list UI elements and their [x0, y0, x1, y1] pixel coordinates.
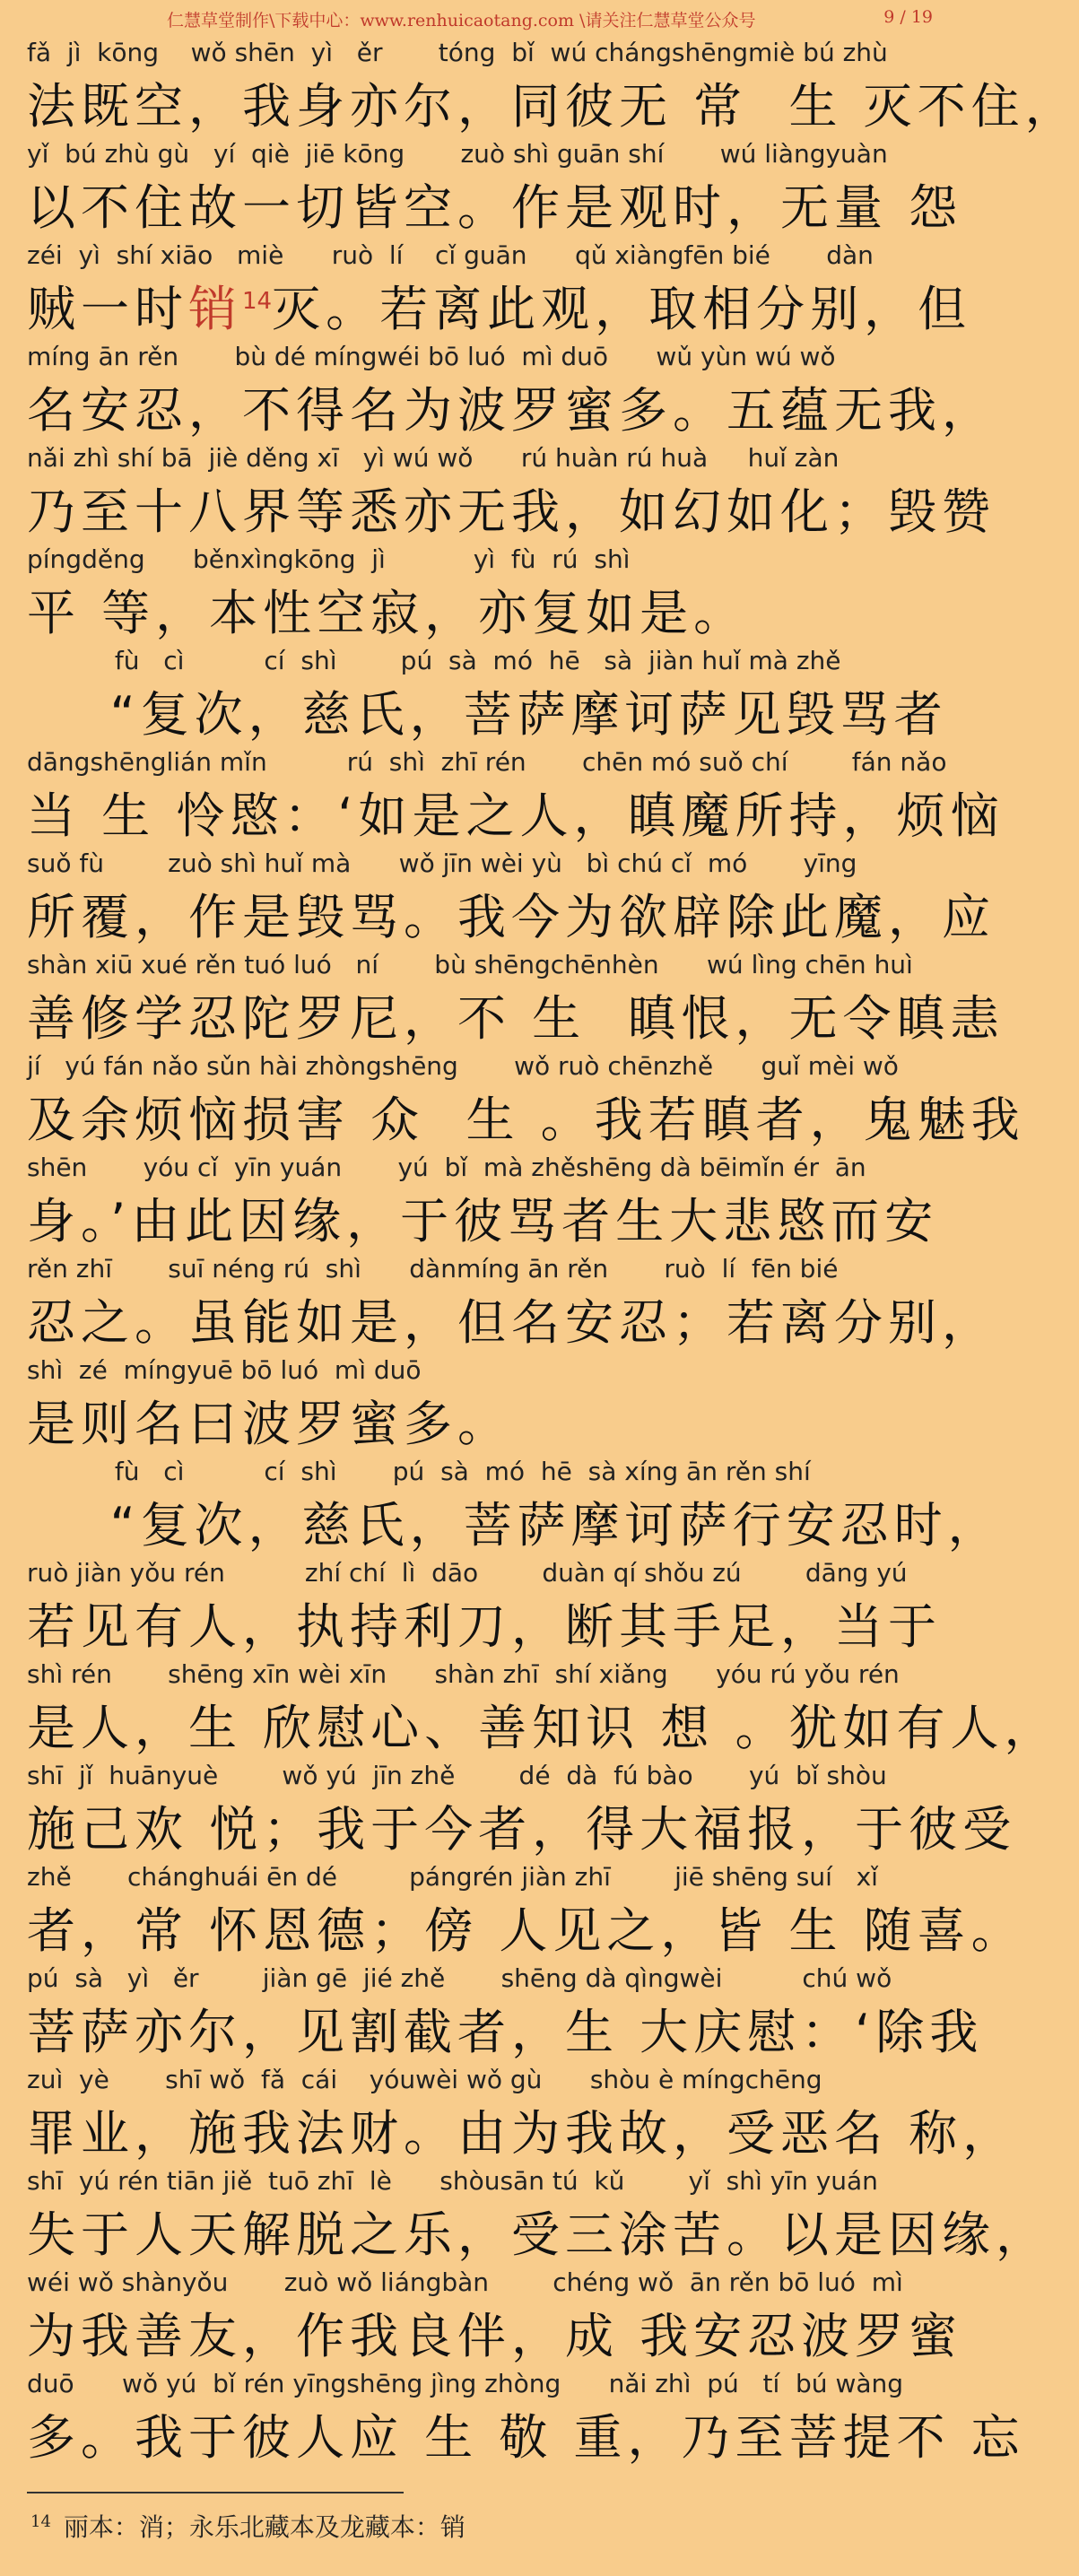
pinyin-row: pú sà yì ěr jiàn gē jié zhě shēng dà qìngwèi chú wǒ: [27, 1963, 892, 1993]
pinyin-row: dāngshēnglián mǐn rú shì zhī rén chēn mó suǒ chí fán nǎo: [27, 747, 947, 777]
hanzi-row: 善修学忍陀罗尼，不 生 瞋恨，无令瞋恚: [27, 990, 1005, 1047]
text-line: [27, 1355, 951, 1457]
text-line: [27, 1457, 1002, 1558]
pinyin-row: yǐ bú zhù gù yí qiè jiē kōng zuò shì guān shí wú liàngyuàn: [27, 139, 888, 169]
pinyin-row: shàn xiū xué rěn tuó luó ní bù shēngchēnhèn wú lìng chēn huì: [27, 950, 913, 979]
text-line: [27, 2369, 1025, 2470]
pinyin-row: shì rén shēng xīn wèi xīn shàn zhī shí xiǎng yóu rú yǒu rén: [27, 1659, 900, 1689]
hanzi-row: [27, 271, 972, 340]
hanzi-row: 平 等，本性空寂，亦复如是。: [27, 585, 748, 641]
hanzi-row: 罪业，施我法财。由为我故，受恶名 称，: [27, 2105, 1017, 2162]
footnote-divider: [27, 2492, 404, 2493]
text-line: [27, 2267, 963, 2369]
text-line: [27, 544, 951, 646]
pinyin-row: fǎ jì kōng wǒ shēn yì ěr tóng bǐ wú chángshēngmiè bú zhù: [27, 38, 888, 67]
text-line: [27, 2166, 1049, 2267]
footnote-text: 丽本：消；永乐北藏本及龙藏本：销: [63, 2512, 466, 2542]
pinyin-row: wéi wǒ shànyǒu zuò wǒ liángbàn chéng wǒ ān rěn bō luó mì: [27, 2267, 903, 2297]
pinyin-row: nǎi zhì shí bā jiè děng xī yì wú wǒ rú huàn rú huà huǐ zàn: [27, 443, 840, 473]
hanzi-row: “复次，慈氏，菩萨摩诃萨行安忍时，: [27, 1497, 1002, 1553]
pinyin-row: zuì yè shī wǒ fǎ cái yóuwèi wǒ gù shòu è míngchēng: [27, 2065, 822, 2094]
text-line: [27, 1254, 996, 1355]
text-line: [27, 240, 972, 342]
pinyin-row: shī yú rén tiān jiě tuō zhī lè shòusān tú kǔ yǐ shì yīn yuán: [27, 2166, 878, 2196]
footnote-number: 14: [30, 2511, 51, 2531]
hanzi-row: 者，常 怀恩德；傍 人见之，皆 生 随喜。: [27, 1902, 1025, 1959]
page-number: 9 / 19: [883, 7, 933, 27]
text-line: [27, 38, 1079, 139]
pinyin-row: ruò jiàn yǒu rén zhí chí lì dāo duàn qí shǒu zú dāng yú: [27, 1558, 908, 1588]
hanzi-row: 施己欢 悦；我于今者，得大福报，于彼受: [27, 1801, 1017, 1858]
hanzi-row: 身。’由此因缘，于彼骂者生大悲愍而安: [27, 1193, 939, 1249]
text-line: [27, 1558, 951, 1659]
text-line: [27, 747, 1005, 849]
hanzi-row: 若见有人，执持利刀，断其手足，当于: [27, 1598, 942, 1655]
hanzi-row: 乃至十八界等悉亦无我，如幻如化；毁赞: [27, 483, 996, 540]
pinyin-row: shì zé míngyuē bō luó mì duō: [27, 1355, 422, 1385]
pinyin-row: zhě chánghuái ēn dé pángrén jiàn zhī jiē shēng suí xǐ: [27, 1862, 878, 1892]
text-line: [27, 950, 1005, 1051]
hanzi-segment: 贼一时: [27, 281, 188, 337]
text-line: [27, 443, 996, 544]
hanzi-row: 名安忍，不得名为波罗蜜多。五蕴无我，: [27, 382, 996, 439]
pinyin-row: fù cì cí shì pú sà mó hē sà jiàn huǐ mà zhě: [27, 646, 841, 675]
hanzi-row: 及余烦恼损害 众 生 。我若瞋者，鬼魅我: [27, 1092, 1025, 1148]
pinyin-row: shī jǐ huānyuè wǒ yú jīn zhě dé dà fú bào yú bǐ shòu: [27, 1761, 887, 1790]
text-line: [27, 849, 996, 950]
text-line: [27, 2065, 1017, 2166]
hanzi-row: 失于人天解脱之乐，受三涂苦。以是因缘，: [27, 2206, 1049, 2263]
text-line: [27, 342, 996, 443]
hanzi-row: 忍之。虽能如是，但名安忍；若离分别，: [27, 1294, 996, 1351]
text-line: [27, 646, 951, 747]
text-line: [27, 1153, 951, 1254]
text-line: [27, 1761, 1017, 1862]
pinyin-row: shēn yóu cǐ yīn yuán yú bǐ mà zhěshēng dà bēimǐn ér ān: [27, 1153, 866, 1182]
text-line: [27, 1659, 1058, 1761]
pinyin-row: píngděng běnxìngkōng jì yì fù rú shì: [27, 544, 631, 574]
variant-character: 销: [188, 281, 242, 337]
pinyin-row: duō wǒ yú bǐ rén yīngshēng jìng zhòng nǎi zhì pú tí bú wàng: [27, 2369, 904, 2398]
page-header: [0, 0, 969, 41]
pinyin-row: zéi yì shí xiāo miè ruò lí cǐ guān qǔ xiàngfēn bié dàn: [27, 240, 874, 270]
text-line: [27, 1862, 1025, 1963]
hanzi-row: 当 生 怜愍：‘如是之人，瞋魔所持，烦恼: [27, 788, 1005, 844]
hanzi-row: 是人，生 欣慰心、善知识 想 。犹如有人，: [27, 1700, 1058, 1756]
pinyin-row: jí yú fán nǎo sǔn hài zhòngshēng wǒ ruò chēnzhě guǐ mèi wǒ: [27, 1051, 899, 1081]
hanzi-row: 以不住故一切皆空。作是观时，无量 怨: [27, 179, 963, 236]
hanzi-row: 法既空，我身亦尔，同彼无 常 生 灭不住，: [27, 78, 1079, 135]
hanzi-row: 菩萨亦尔，见割截者，生 大庆慰：‘除我: [27, 2004, 984, 2060]
hanzi-row: 多。我于彼人应 生 敬 重，乃至菩提不 忘: [27, 2409, 1025, 2466]
text-line: [27, 139, 963, 240]
hanzi-row: “复次，慈氏，菩萨摩诃萨见毁骂者: [27, 686, 948, 743]
header-source-text: 仁慧草堂制作\下载中心：www.renhuicaotang.com \请关注仁慧草堂公众号: [167, 11, 756, 30]
text-line: [27, 1051, 1025, 1153]
hanzi-row: 为我善友，作我良伴，成 我安忍波罗蜜: [27, 2308, 963, 2364]
hanzi-row: 所覆，作是毁骂。我今为欲辟除此魔，应: [27, 889, 996, 945]
pinyin-row: míng ān rěn bù dé míngwéi bō luó mì duō wǔ yùn wú wǒ: [27, 342, 836, 371]
pinyin-row: rěn zhī suī néng rú shì dànmíng ān rěn ruò lí fēn bié: [27, 1254, 839, 1284]
pinyin-row: suǒ fù zuò shì huǐ mà wǒ jīn wèi yù bì chú cǐ mó yīng: [27, 849, 857, 878]
pinyin-row: fù cì cí shì pú sà mó hē sà xíng ān rěn shí: [27, 1457, 811, 1486]
text-line: [27, 1963, 984, 2065]
hanzi-row: 是则名曰波罗蜜多。: [27, 1396, 511, 1452]
footnote-marker[interactable]: 14: [242, 288, 273, 315]
hanzi-segment: 灭。若离此观，取相分别，但: [272, 281, 972, 337]
footnote: [30, 2508, 466, 2544]
